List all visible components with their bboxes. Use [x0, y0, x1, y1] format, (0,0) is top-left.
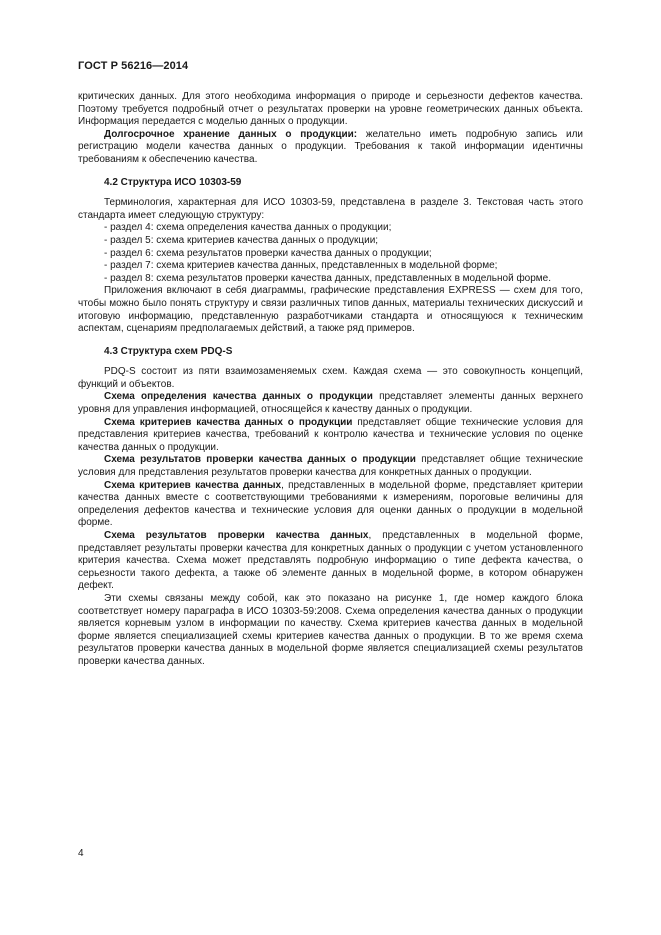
term-shape-result-schema: Схема результатов проверки качества данных — [104, 530, 369, 541]
section-4-3-paragraph-6 — [78, 530, 583, 593]
section-4-3-paragraph-5 — [78, 480, 583, 530]
page-number: 4 — [78, 848, 84, 859]
intro-paragraph-2 — [78, 129, 583, 167]
section-4-3-paragraph-3 — [78, 417, 583, 455]
paragraph-text: представляет общие технические условия для представления результатов проверки качества для конкретных данных о продукции. — [78, 454, 583, 479]
term-definition-schema: Схема определения качества данных о продукции — [104, 391, 373, 403]
paragraph-text: представляет общие технические условия для представления критериев качества, требований к контролю качества и технические условия по оценке качества данных о продукции. — [78, 416, 583, 453]
page-body — [78, 91, 583, 669]
section-4-2-paragraph-2: Приложения включают в себя диаграммы, графические представления EXPRESS — схем для того, чтобы можно было понять структуру и связи различных типов данных, материалы технических дискуссий и итоговую информацию, представленную разработчиками стандарта и относящуюся к техническим аспектам, сценариям предполагаемых действий, а также ряд примеров. — [78, 285, 583, 335]
paragraph-text: , представленных в модельной форме, представляет результаты проверки качества для конкретных данных о продукции с учетом установленного критерия качества. Схема может представлять подробную информацию о типе дефекта качества, о серьезности такого дефекта, а также об элементе данных в модельной форме, в котором обнаружен дефект. — [78, 530, 583, 592]
section-4-2-heading: 4.2 Структура ИСО 10303-59 — [104, 176, 242, 188]
list-item: - раздел 7: схема критериев качества данных, представленных в модельной форме; — [104, 260, 583, 273]
section-4-3-paragraph-1: PDQ-S состоит из пяти взаимозаменяемых схем. Каждая схема — это совокупность концепций, функций и объектов. — [78, 366, 583, 390]
paragraph-text: представляет элементы данных верхнего уровня для управления информацией, относящейся к качеству данных о продукции. — [78, 391, 584, 416]
section-4-2-list — [78, 222, 583, 285]
section-4-2-paragraph-1: Терминология, характерная для ИСО 10303-59, представлена в разделе 3. Текстовая часть этого стандарта имеет следующую структуру: — [78, 197, 583, 221]
section-4-3-paragraph-7: Эти схемы связаны между собой, как это показано на рисунке 1, где номер каждого блока соответствует номеру параграфа в ИСО 10303-59:2008. Схема определения качества данных о продукции является корневым узлом в информации по качеству. Схема критериев качества данных в модельной форме является специализацией схемы критериев качества данных о продукции. В то же время схема результатов проверки качества данных в модельной форме является специализацией схемы результатов проверки качества данных. — [78, 592, 583, 667]
section-4-3-paragraph-2 — [78, 391, 583, 416]
term-shape-criteria-schema: Схема критериев качества данных — [104, 479, 282, 491]
term-criteria-schema: Схема критериев качества данных о продукции — [104, 416, 353, 428]
section-4-3-paragraph-4 — [78, 454, 583, 479]
section-4-3-heading: 4.3 Структура схем PDQ-S — [104, 345, 233, 357]
list-item: - раздел 5: схема критериев качества данных о продукции; — [104, 235, 583, 248]
intro-paragraph-1: критических данных. Для этого необходима информация о природе и серьезности дефектов качества. Поэтому требуется подробный отчет о результатах проверки на уровне геометрических данных объекта. Информация передается с моделью данных о продукции. — [78, 91, 583, 128]
paragraph-text: , представленных в модельной форме, представляет критерии качества данных вместе с соответствующими требованиями к измерениям, пороговые величины для определения дефектов качества и технические условия для оценки данных о продукции в модельной форме. — [78, 479, 584, 529]
document-header: ГОСТ Р 56216—2014 — [78, 60, 189, 72]
list-item: - раздел 8: схема результатов проверки качества данных, представленных в модельной форме. — [104, 273, 583, 286]
list-item: - раздел 4: схема определения качества данных о продукции; — [104, 222, 583, 235]
intro-paragraph-2-text: желательно иметь подробную запись или регистрацию модели качества данных о продукции. Требования к такой информации идентичны требованиям к обеспечению качества. — [78, 128, 584, 165]
term-inspection-result-schema: Схема результатов проверки качества данных о продукции — [104, 454, 416, 466]
intro-term-long-term-storage: Долгосрочное хранение данных о продукции: — [104, 128, 358, 140]
list-item: - раздел 6: схема результатов проверки качества данных о продукции; — [104, 248, 583, 261]
